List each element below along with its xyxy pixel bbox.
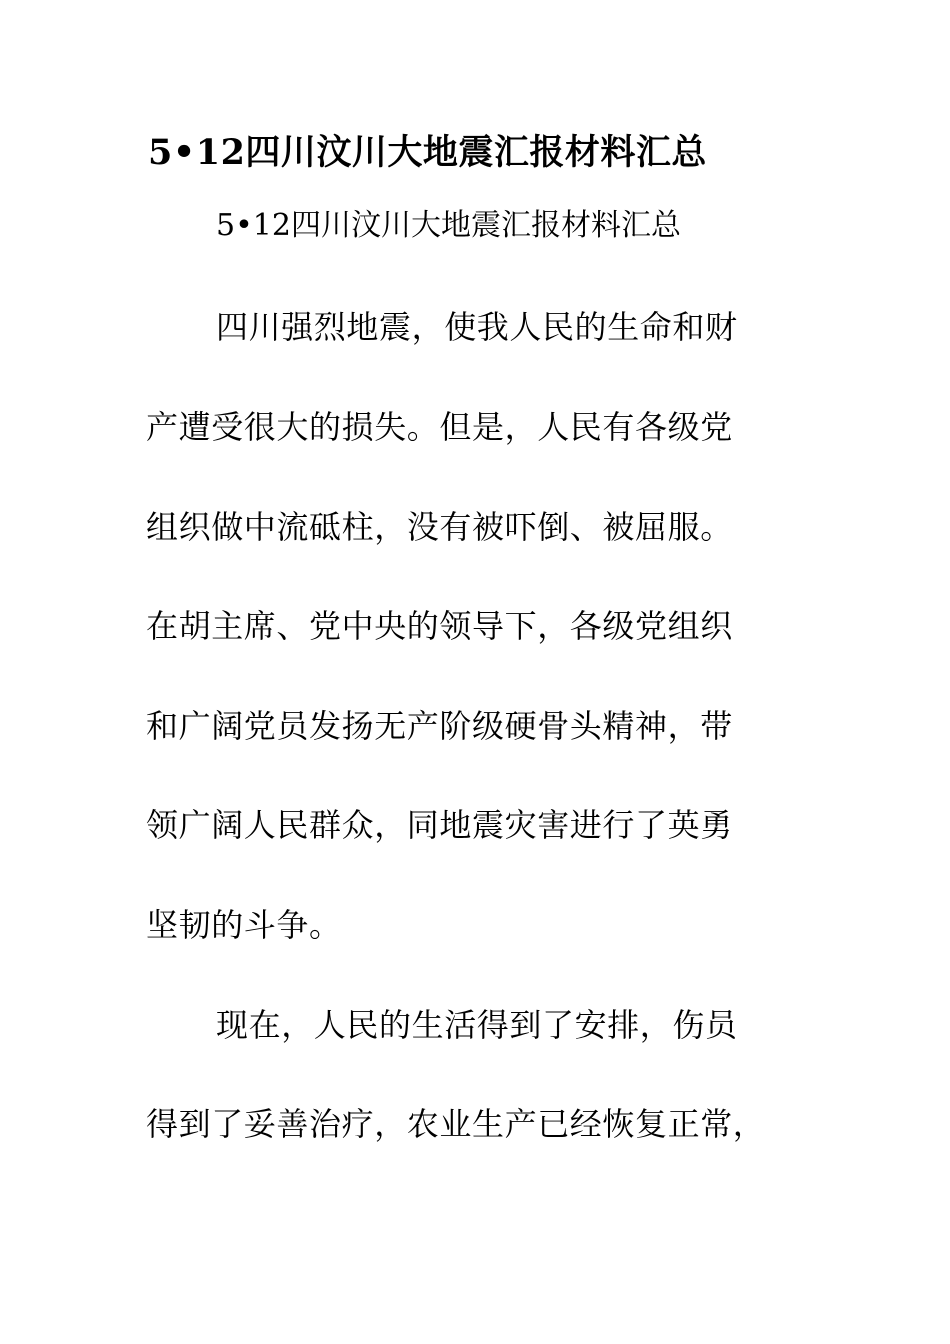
paragraph-line: 组织做中流砥柱，没有被吓倒、被屈服。: [146, 508, 733, 546]
document-title: 5•12四川汶川大地震汇报材料汇总: [148, 132, 707, 173]
paragraph-line: 产遭受很大的损失。但是，人民有各级党: [146, 408, 733, 446]
document-subtitle: 5•12四川汶川大地震汇报材料汇总: [216, 208, 681, 243]
paragraph-line: 现在，人民的生活得到了安排，伤员: [216, 1006, 738, 1044]
paragraph-line: 和广阔党员发扬无产阶级硬骨头精神，带: [146, 707, 733, 745]
paragraph-line: 领广阔人民群众，同地震灾害进行了英勇: [146, 806, 733, 844]
paragraph-line: 在胡主席、党中央的领导下，各级党组织: [146, 607, 733, 645]
paragraph-line: 得到了妥善治疗，农业生产已经恢复正常，: [146, 1105, 766, 1143]
paragraph-line: 坚韧的斗争。: [146, 906, 342, 944]
paragraph-line: 四川强烈地震，使我人民的生命和财: [216, 308, 738, 346]
